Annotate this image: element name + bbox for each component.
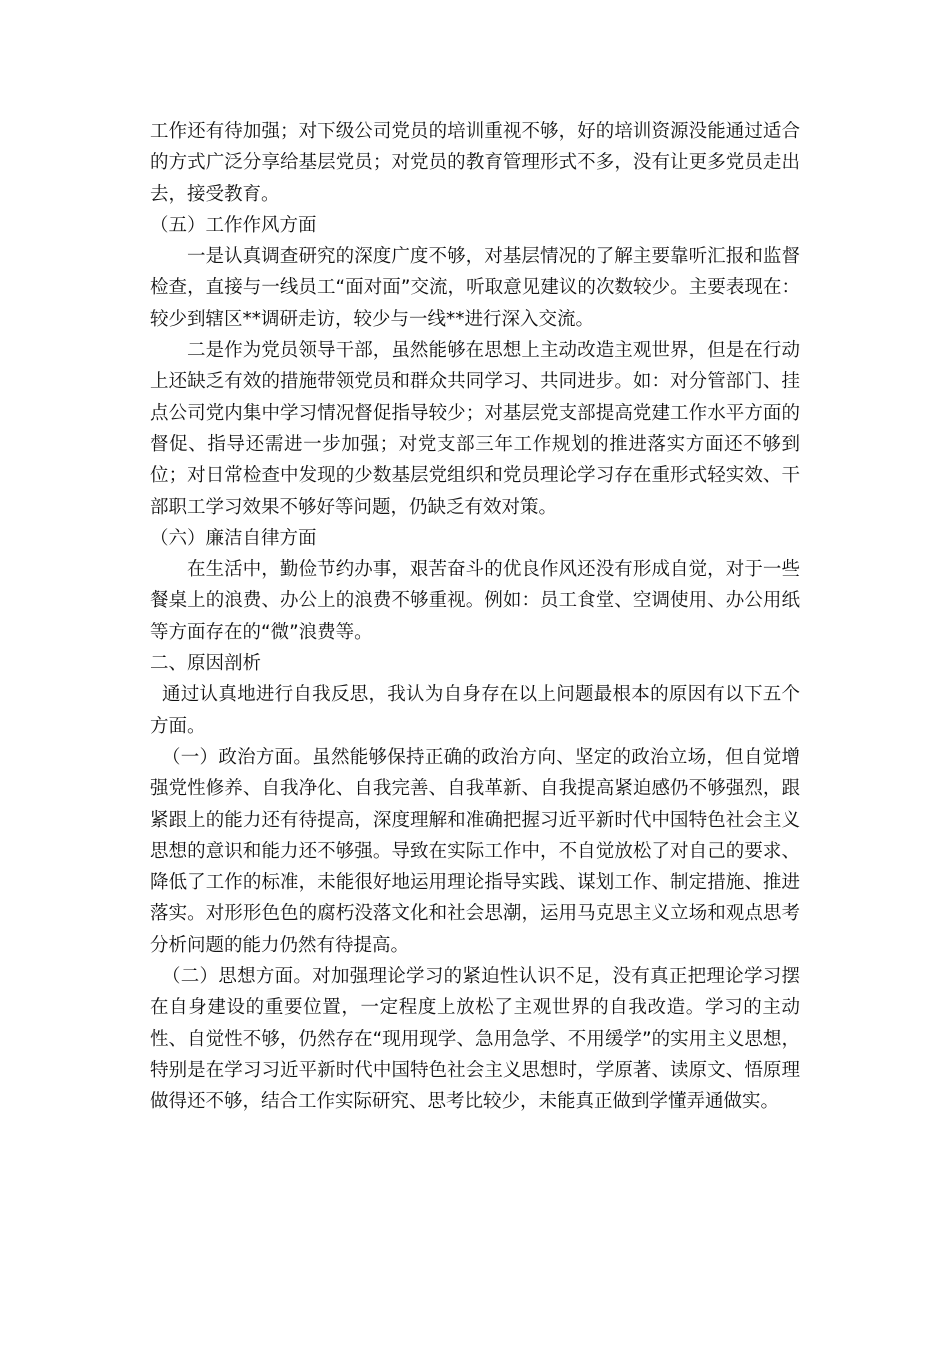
section-heading-cause-analysis: 二、原因剖析 bbox=[150, 653, 262, 675]
paragraph-work-style-1: 一是认真调查研究的深度广度不够，对基层情况的了解主要靠听汇报和监督检查，直接与一线员工“面对面”交流，听取意见建议的次数较少。主要表现在：较少到辖区**调研走访，较少与一线**进行深入交流。 bbox=[150, 246, 800, 330]
paragraph-ideological-aspect: （二）思想方面。对加强理论学习的紧迫性认识不足，没有真正把理论学习摆在自身建设的重要位置，一定程度上放松了主观世界的自我改造。学习的主动性、自觉性不够，仍然存在“现用现学、急用急学、不用缓学”的实用主义思想，特别是在学习习近平新时代中国特色社会主义思想时，学原著、读原文、悟原理做得还不够，结合工作实际研究、思考比较少，未能真正做到学懂弄通做实。 bbox=[150, 966, 800, 1113]
section-heading-integrity: （六）廉洁自律方面 bbox=[150, 527, 317, 549]
document-page bbox=[150, 116, 800, 1118]
paragraph-integrity: 在生活中，勤俭节约办事，艰苦奋斗的优良作风还没有形成自觉，对于一些餐桌上的浪费、办公上的浪费不够重视。例如：员工食堂、空调使用、办公用纸等方面存在的“微”浪费等。 bbox=[150, 559, 800, 643]
paragraph-political-aspect: （一）政治方面。虽然能够保持正确的政治方向、坚定的政治立场，但自觉增强党性修养、自我净化、自我完善、自我革新、自我提高紧迫感仍不够强烈，跟紧跟上的能力还有待提高，深度理解和准确把握习近平新时代中国特色社会主义思想的意识和能力还不够强。导致在实际工作中，不自觉放松了对自己的要求、降低了工作的标准，未能很好地运用理论指导实践、谋划工作、制定措施、推进落实。对形形色色的腐朽没落文化和社会思潮，运用马克思主义立场和观点思考分析问题的能力仍然有待提高。 bbox=[150, 746, 800, 956]
paragraph-cause-intro: 通过认真地进行自我反思，我认为自身存在以上问题最根本的原因有以下五个方面。 bbox=[150, 684, 800, 737]
paragraph-continuation: 工作还有待加强；对下级公司党员的培训重视不够，好的培训资源没能通过适合的方式广泛分享给基层党员；对党员的教育管理形式不多，没有让更多党员走出去，接受教育。 bbox=[150, 121, 800, 205]
section-heading-work-style: （五）工作作风方面 bbox=[150, 214, 317, 236]
paragraph-work-style-2: 二是作为党员领导干部，虽然能够在思想上主动改造主观世界，但是在行动上还缺乏有效的措施带领党员和群众共同学习、共同进步。如：对分管部门、挂点公司党内集中学习情况督促指导较少；对基层党支部提高党建工作水平方面的督促、指导还需进一步加强；对党支部三年工作规划的推进落实方面还不够到位；对日常检查中发现的少数基层党组织和党员理论学习存在重形式轻实效、干部职工学习效果不够好等问题，仍缺乏有效对策。 bbox=[150, 340, 800, 518]
